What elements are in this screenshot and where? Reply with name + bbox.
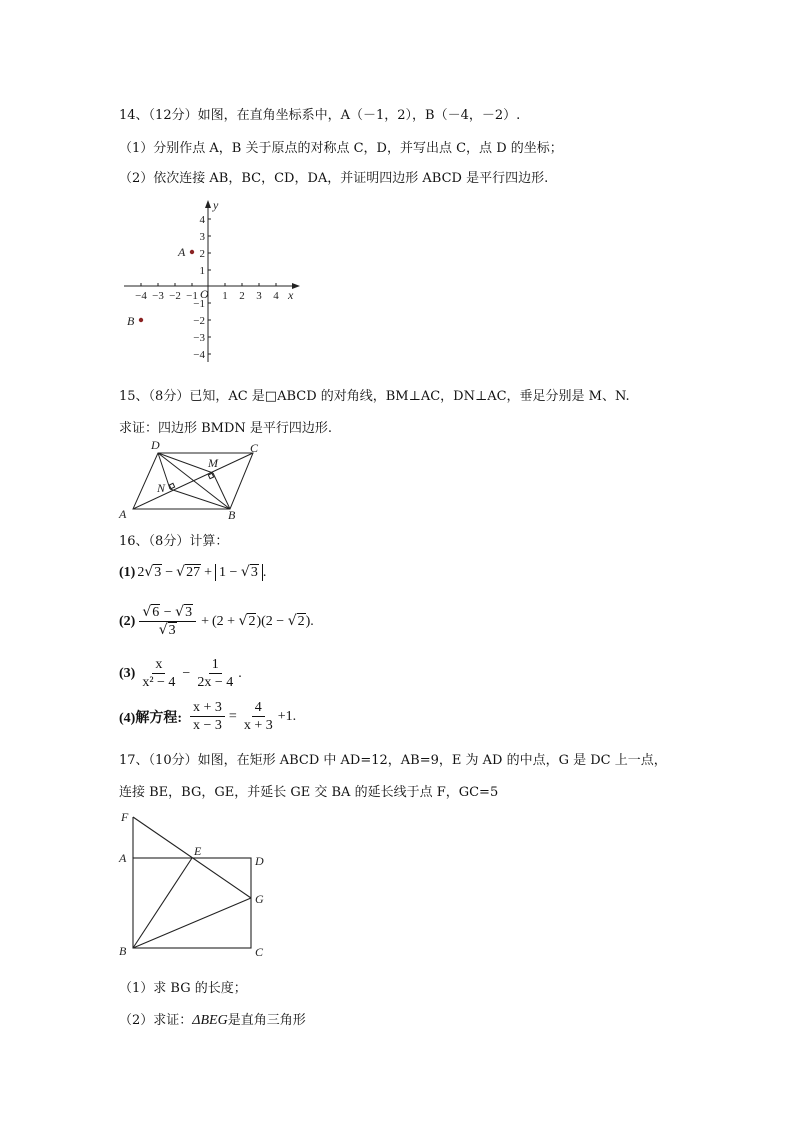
q17-part2: （2）求证：ΔBEG是直角三角形	[119, 1013, 306, 1028]
q16-part3	[119, 657, 242, 690]
q14-coordinate-graph	[118, 196, 308, 366]
vertex-c-label: C	[255, 945, 264, 959]
part-label: (4)解方程:	[119, 710, 182, 726]
y-tick-label: 3	[199, 231, 205, 243]
fraction: $\frac{x}{\text{x² − 4}}$	[142, 657, 176, 690]
fraction: $\frac{√6 - √3}{√3}$	[139, 605, 196, 638]
right-angle-mark-m	[208, 473, 213, 478]
point-a	[190, 250, 194, 254]
point-a-label: A	[178, 245, 186, 259]
fraction: $\frac{x + 3}{x - 3}$	[190, 700, 225, 733]
point-g-label: G	[255, 892, 264, 906]
operator: +	[204, 564, 212, 580]
y-axis-label: y	[213, 198, 219, 212]
right-angle-mark-n	[169, 483, 174, 488]
part-label: (3)	[119, 665, 136, 681]
term: 2	[137, 564, 145, 580]
vertex-c-label: C	[250, 441, 259, 455]
operator: −	[182, 665, 191, 681]
q17-part1: （1）求 BG 的长度；	[119, 981, 247, 996]
q14-stem: 14、（12分）如图，在直角坐标系中，A（－1，2），B（－4，－2）.	[119, 108, 521, 123]
q15-prove: 求证：四边形 BMDN 是平行四边形.	[119, 421, 333, 436]
segment-bn	[170, 489, 230, 509]
operator: =	[228, 708, 237, 724]
factor: (2 − √2)	[261, 613, 311, 629]
vertex-a-label: A	[119, 507, 127, 521]
fraction: $\frac{1}{2x - 4}$	[197, 657, 234, 690]
period: .	[238, 665, 242, 681]
vertex-d-label: D	[255, 854, 264, 868]
triangle-notation: ΔBEG	[192, 1013, 228, 1028]
segment-bm	[213, 473, 230, 509]
q16-part4	[119, 700, 296, 733]
sqrt: √3	[144, 564, 162, 580]
point-f-label: F	[121, 810, 129, 824]
x-axis-label: x	[288, 288, 294, 302]
term: +1	[277, 708, 293, 724]
y-tick-label: −4	[193, 349, 205, 361]
rectangle-abcd	[133, 858, 251, 948]
q14-part1: （1）分别作点 A，B 关于原点的对称点 C，D，并写出点 C，点 D 的坐标；	[119, 141, 563, 156]
period: .	[292, 708, 297, 724]
y-tick-label: 4	[199, 214, 205, 226]
y-tick-label: −3	[193, 332, 205, 344]
x-tick-label: −4	[135, 290, 147, 302]
x-tick-label: 2	[239, 290, 245, 302]
q14-part2: （2）依次连接 AB，BC，CD，DA，并证明四边形 ABCD 是平行四边形.	[119, 171, 549, 186]
absolute-value: 1 − √3	[215, 564, 263, 581]
q16-title: 16、（8分）计算：	[119, 534, 229, 549]
part-label: (2)	[119, 613, 136, 629]
x-tick-label: −3	[152, 290, 164, 302]
q15-stem: 15、（8分）已知，AC 是□ABCD 的对角线，BM⊥AC，DN⊥AC，垂足分别是 M、N.	[119, 389, 630, 404]
x-tick-label: 4	[273, 290, 279, 302]
q15-parallelogram-figure	[116, 438, 266, 522]
q16-part1	[119, 564, 266, 581]
period: .	[310, 613, 314, 629]
y-tick-label: −1	[193, 298, 205, 310]
segment-dm	[158, 453, 213, 473]
point-b	[139, 318, 143, 322]
vertex-d-label: D	[151, 438, 160, 452]
y-tick-label: 1	[199, 265, 205, 277]
operator: +	[201, 613, 209, 629]
fraction: $\frac{4}{x + 3}$	[243, 700, 273, 733]
vertex-b-label: B	[119, 944, 127, 958]
x-tick-label: 3	[256, 290, 262, 302]
q16-part2	[119, 605, 314, 638]
segment-be	[133, 858, 192, 948]
segment-bg	[133, 898, 251, 948]
diagonal-ac	[133, 453, 253, 509]
x-tick-label: −2	[169, 290, 181, 302]
x-tick-label: 1	[222, 290, 228, 302]
point-n-label: N	[157, 481, 166, 495]
operator: −	[165, 564, 174, 580]
y-axis-arrow	[205, 200, 211, 208]
x-tick-label: −1	[186, 290, 198, 302]
point-m-label: M	[208, 456, 218, 470]
y-tick-label: 2	[199, 248, 205, 260]
y-tick-label: −2	[193, 315, 205, 327]
origin-label: O	[200, 287, 209, 301]
q17-rectangle-figure	[116, 806, 276, 962]
period: .	[262, 564, 267, 580]
q17-stem-line2: 连接 BE，BG，GE，并延长 GE 交 BA 的延长线于点 F，GC=5	[119, 785, 499, 800]
point-b-label: B	[127, 314, 135, 328]
segment-bd	[158, 453, 230, 509]
part-label: (1)	[119, 564, 136, 580]
q17-stem-line1: 17、（10分）如图，在矩形 ABCD 中 AD=12，AB=9，E 为 AD 的中点，G 是 DC 上一点，	[119, 753, 667, 768]
vertex-b-label: B	[228, 508, 236, 522]
sqrt: √27	[176, 564, 201, 580]
factor: (2 + √2)	[211, 613, 262, 629]
vertex-a-label: A	[119, 851, 127, 865]
point-e-label: E	[194, 844, 202, 858]
